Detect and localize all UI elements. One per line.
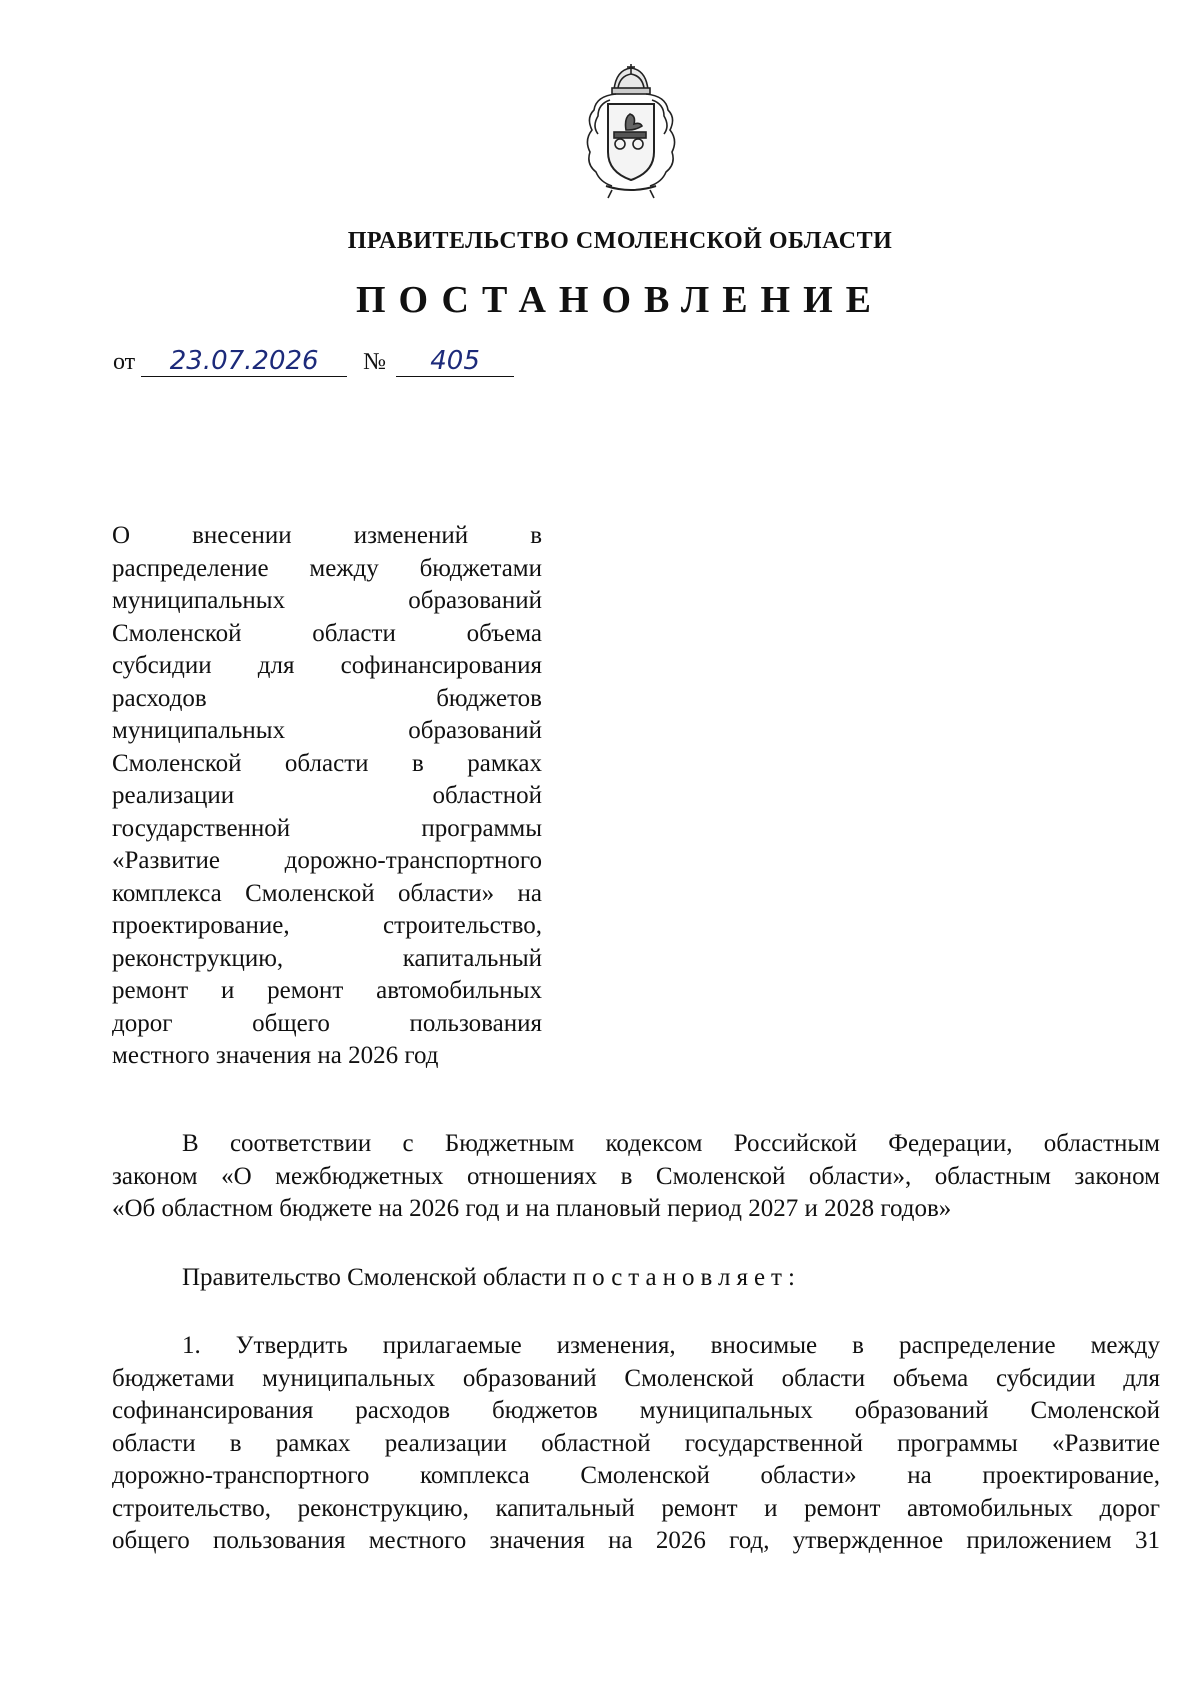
item-1-paragraph — [112, 1330, 1160, 1558]
organization-title: ПРАВИТЕЛЬСТВО СМОЛЕНСКОЙ ОБЛАСТИ — [347, 228, 893, 254]
item-1-line: строительство, реконструкцию, капитальный ремонт и ремонт автомобильных дорог — [112, 1494, 1160, 1522]
subject-line: реконструкцию, капитальный — [112, 944, 542, 972]
subject-line: распределение между бюджетами — [112, 554, 542, 582]
subject-line: О внесении изменений в — [112, 522, 542, 549]
item-1-line: 1. Утвердить прилагаемые изменения, вносимые в распределение между — [182, 1332, 1160, 1359]
handwritten-date: 23.07.2026 — [141, 346, 347, 377]
subject-line: государственной программы — [112, 814, 542, 842]
preamble-line: «Об областном бюджете на 2026 год и на плановый период 2027 и 2028 годов» — [112, 1195, 952, 1222]
subject-line: ремонт и ремонт автомобильных — [112, 977, 542, 1004]
item-1-line: бюджетами муниципальных образований Смоленской области объема субсидии для — [112, 1364, 1160, 1392]
subject-line: муниципальных образований — [112, 717, 542, 744]
resolution-line — [112, 1262, 1160, 1295]
preamble-line: В соответствии с Бюджетным кодексом Российской Федерации, областным — [182, 1130, 1160, 1157]
subject-line: проектирование, строительство, — [112, 912, 542, 939]
resolution-subject: Правительство Смоленской области — [182, 1264, 567, 1291]
subject-line: дорог общего пользования — [112, 1009, 542, 1037]
subject-line: субсидии для софинансирования — [112, 652, 542, 679]
subject-line: местного значения на 2026 год — [112, 1042, 439, 1069]
number-prefix: № — [363, 349, 387, 375]
item-1-line: общего пользования местного значения на 2026 год, утвержденное приложением 31 — [112, 1527, 1160, 1554]
coat-of-arms-emblem — [566, 60, 696, 200]
date-number-line — [113, 346, 514, 377]
subject-line: «Развитие дорожно-транспортного — [112, 847, 542, 874]
document-type-title: ПОСТАНОВЛЕНИЕ — [355, 279, 885, 321]
subject-line: комплекса Смоленской области» на — [112, 879, 542, 907]
subject-line: Смоленской области в рамках — [112, 749, 542, 777]
preamble-line: законом «О межбюджетных отношениях в Смоленской области», областным законом — [112, 1162, 1160, 1190]
item-1-line: области в рамках реализации областной государственной программы «Развитие — [112, 1429, 1160, 1457]
document-subject — [112, 520, 542, 1073]
subject-line: расходов бюджетов — [112, 684, 542, 712]
item-1-line: дорожно-транспортного комплекса Смоленской области» на проектирование, — [112, 1462, 1160, 1489]
date-prefix: от — [113, 349, 136, 375]
subject-line: реализации областной — [112, 782, 542, 809]
handwritten-number: 405 — [396, 346, 514, 377]
item-1-line: софинансирования расходов бюджетов муниципальных образований Смоленской — [112, 1397, 1160, 1424]
resolution-verb: постановляет: — [572, 1264, 801, 1291]
subject-line: Смоленской области объема — [112, 619, 542, 647]
resolution-text — [112, 1262, 1160, 1295]
subject-line: муниципальных образований — [112, 587, 542, 614]
preamble-paragraph — [112, 1128, 1160, 1226]
